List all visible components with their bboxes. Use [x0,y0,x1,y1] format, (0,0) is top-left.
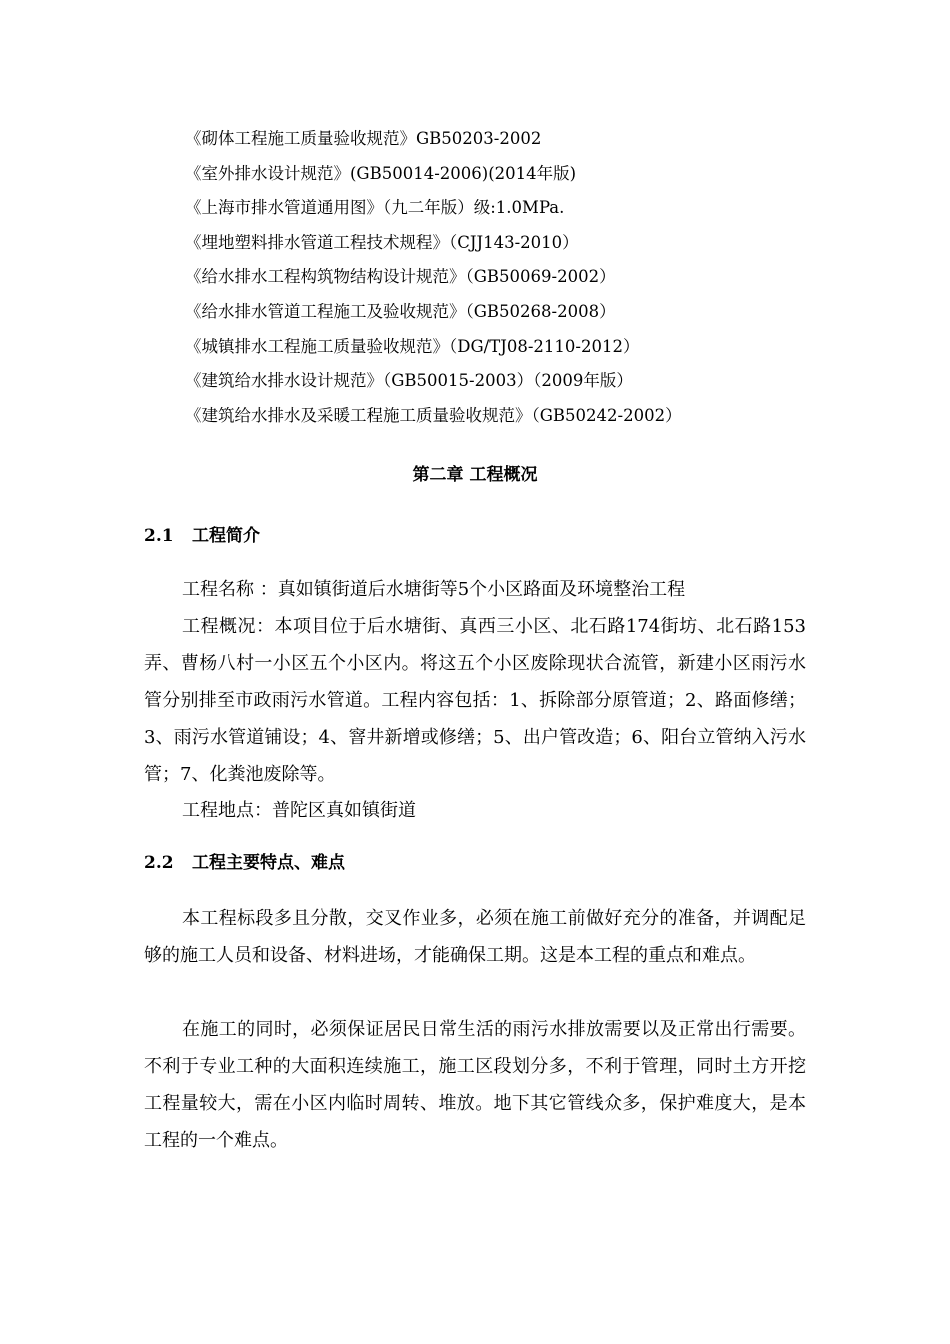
project-location-paragraph: 工程地点：普陀区真如镇街道 [182,800,416,821]
section-title: 工程主要特点、难点 [192,853,345,873]
project-overview-paragraph: 工程概况：本项目位于后水塘街、真西三小区、北石路174街坊、北石路153弄、曹杨八村一小区五个小区内。将这五个小区废除现状合流管，新建小区雨污水管分别排至市政雨污水管道。工程内容包括：1、拆除部分原管道；2、路面修缮；3、雨污水管道铺设；4、窨井新增或修缮；5、出户管改造；6、阳台立管纳入污水管；7、化粪池废除等。 [144,616,806,785]
reference-item: 《砌体工程施工质量验收规范》GB50203-2002 [185,129,542,148]
reference-item: 《建筑给水排水设计规范》（GB50015-2003）（2009年版） [185,371,633,391]
section-number: 2.1 [144,526,174,546]
reference-item: 《建筑给水排水及采暖工程施工质量验收规范》（GB50242-2002） [185,405,682,425]
chapter-title: 第二章 工程概况 [412,465,538,485]
section-title: 工程简介 [192,526,260,546]
section-heading-2-2 [144,850,345,876]
reference-item: 《给水排水管道工程施工及验收规范》（GB50268-2008） [185,301,616,321]
features-paragraph-2: 在施工的同时，必须保证居民日常生活的雨污水排放需要以及正常出行需要。不利于专业工种的大面积连续施工，施工区段划分多，不利于管理，同时土方开挖工程量较大，需在小区内临时周转、堆放。地下其它管线众多，保护难度大，是本工程的一个难点。 [144,1019,806,1151]
reference-item: 《上海市排水管道通用图》（九二年版）级:1.0MPa. [185,198,565,218]
reference-item: 《城镇排水工程施工质量验收规范》（DG/TJ08-2110-2012） [185,336,640,356]
reference-item: 《给水排水工程构筑物结构设计规范》（GB50069-2002） [185,267,616,287]
project-name-paragraph: 工程名称 ：真如镇街道后水塘街等5个小区路面及环境整治工程 [182,579,686,600]
reference-item: 《埋地塑料排水管道工程技术规程》（CJJ143-2010） [185,232,579,252]
reference-item: 《室外排水设计规范》(GB50014-2006)(2014年版) [185,163,577,183]
reference-standards-list [185,122,885,433]
features-paragraph-1: 本工程标段多且分散，交叉作业多，必须在施工前做好充分的准备，并调配足够的施工人员和设备、材料进场，才能确保工期。这是本工程的重点和难点。 [144,908,806,966]
section-number: 2.2 [144,853,174,873]
section-heading-2-1 [144,523,260,549]
